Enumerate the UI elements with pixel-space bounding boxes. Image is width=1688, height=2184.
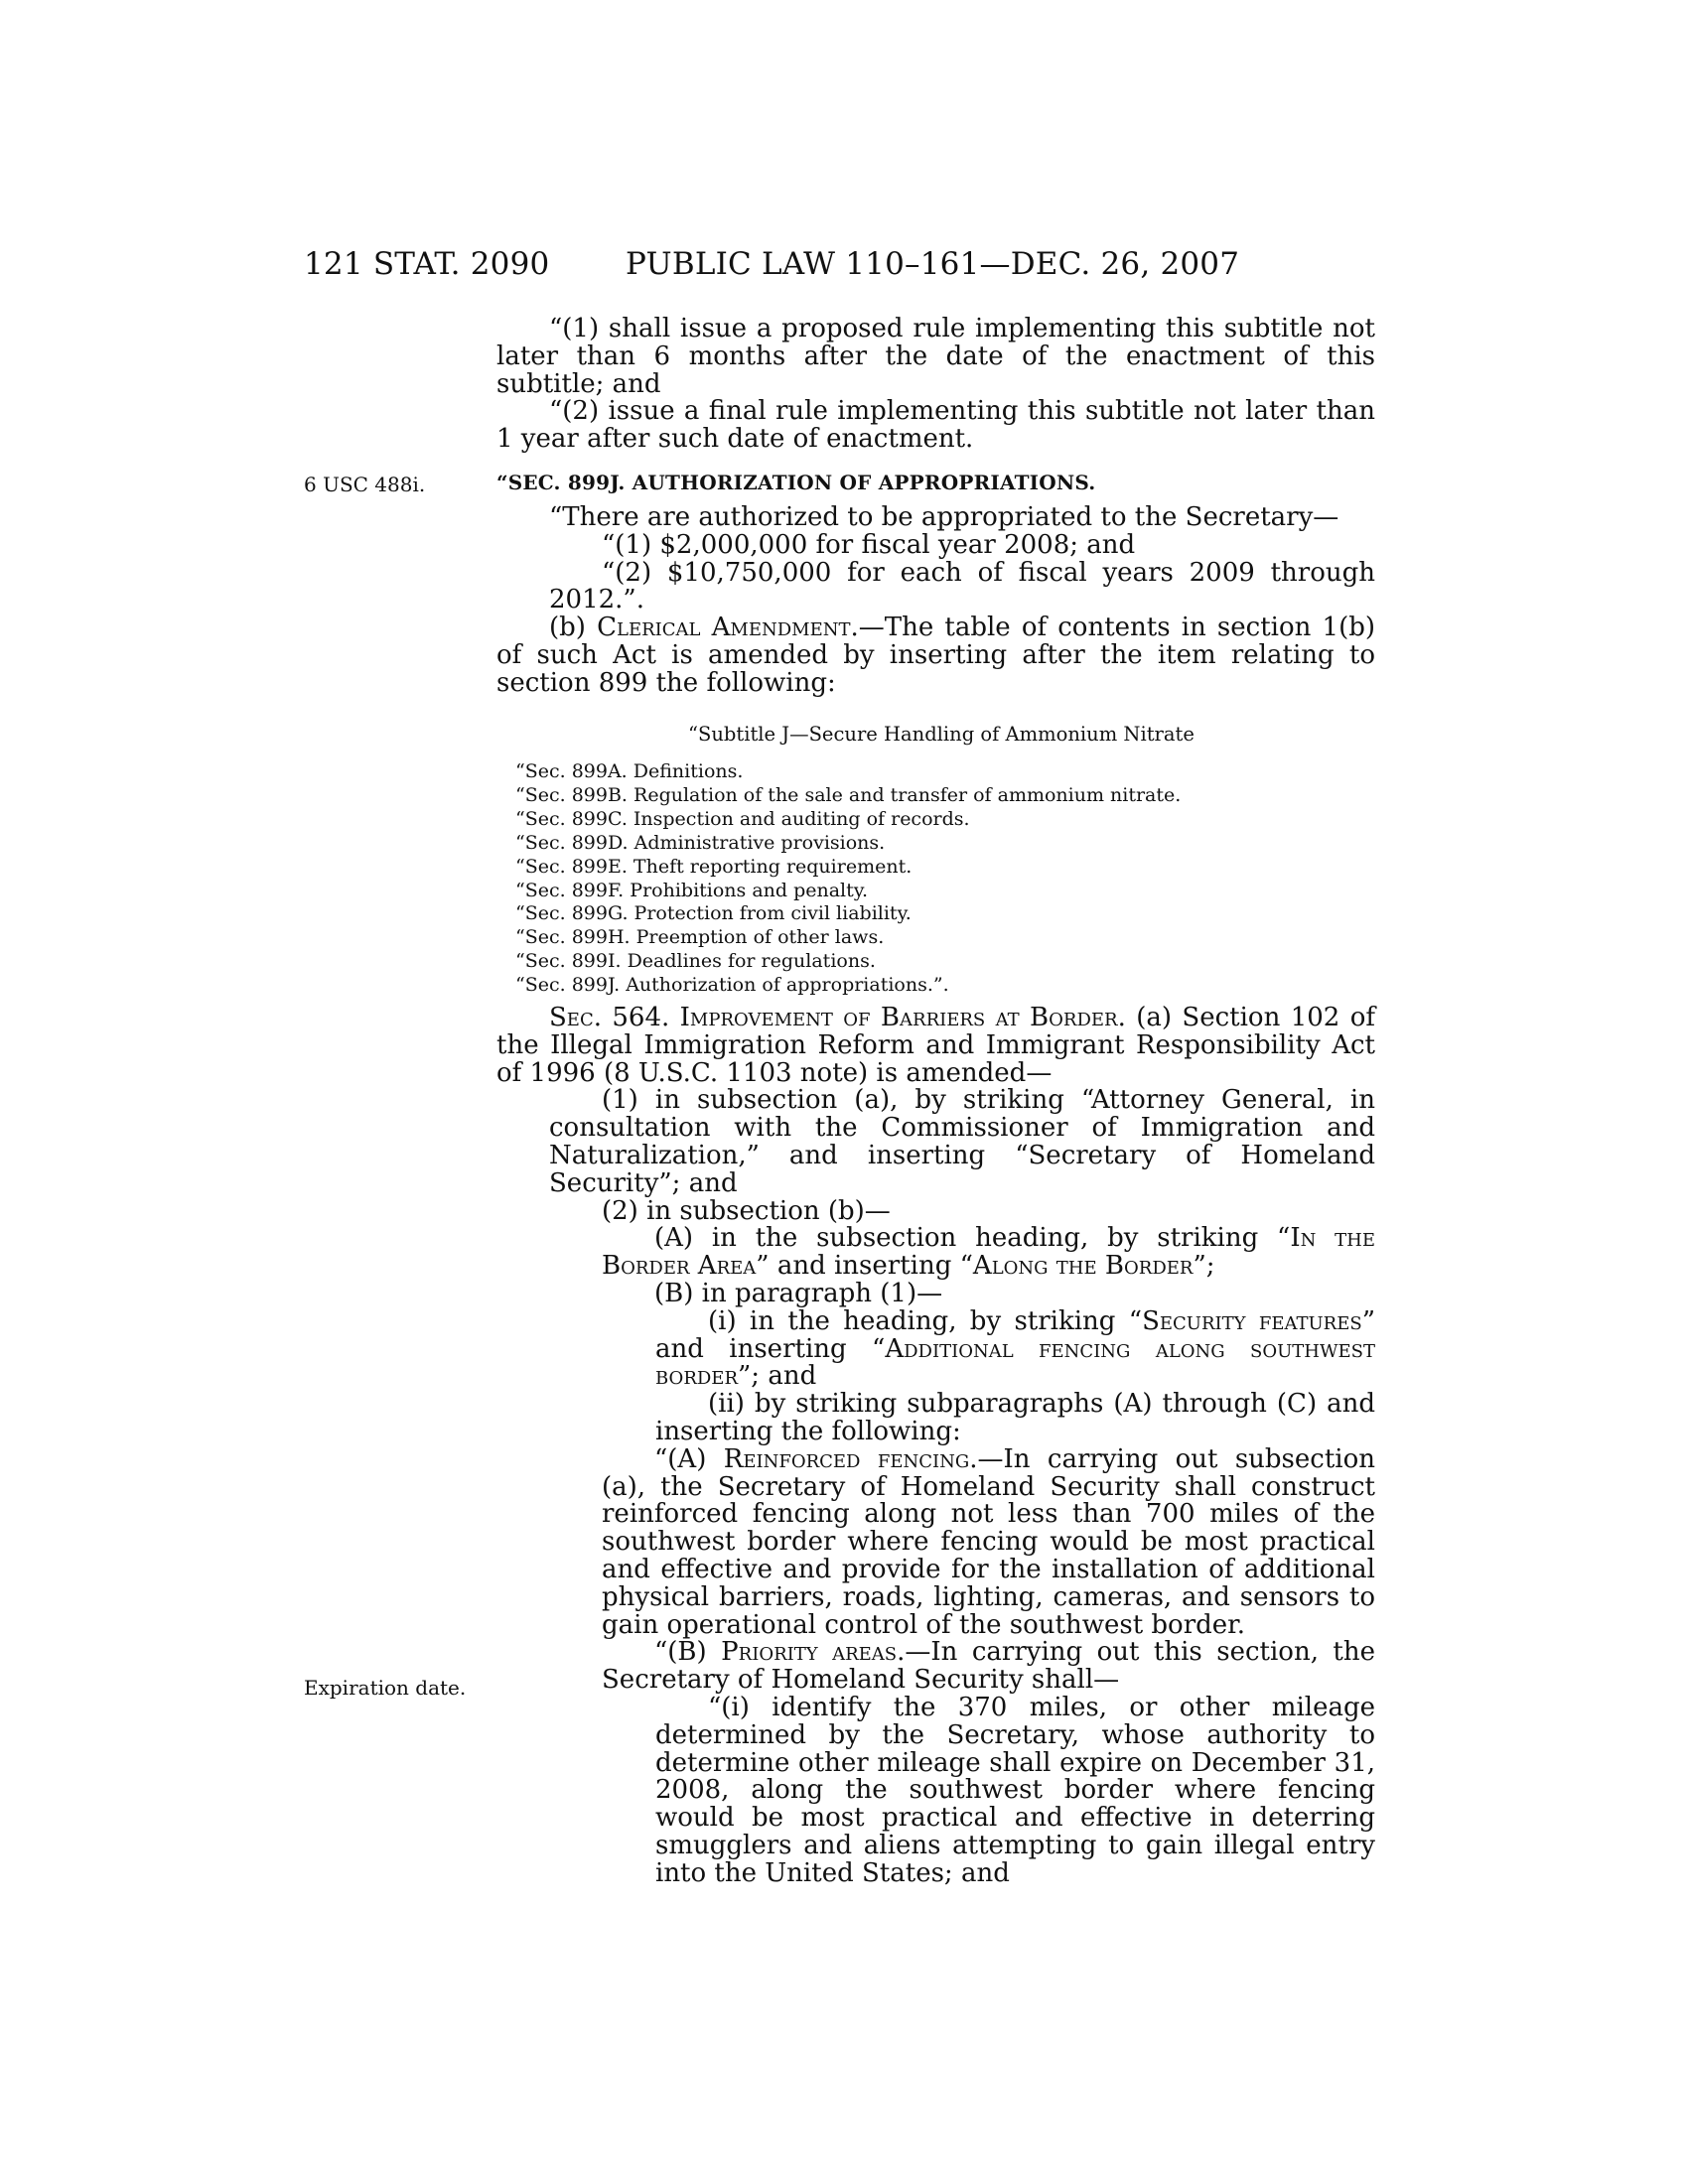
block-rule-deadlines — [496, 316, 1375, 454]
expiration-date-note: Expiration date. — [304, 1676, 467, 1700]
toc-row: “Sec. 899I. Deadlines for regulations. — [515, 950, 876, 973]
toc-row: “Sec. 899H. Preemption of other laws. — [515, 926, 885, 949]
amend-item-1: (1) in subsection (a), by striking “Attorney General, in consultation with the Commissioner of Immigration and Naturalization,” and inserting “Secretary of Homeland Security”; and — [549, 1085, 1375, 1198]
toc-row: “Sec. 899G. Protection from civil liability. — [515, 902, 912, 925]
item-proposed-rule: “(1) shall issue a proposed rule implementing this subtitle not later than 6 months after the date of the enactment of this subtitle; and — [496, 314, 1375, 399]
subtitle-j-heading: “Subtitle J—Secure Handling of Ammonium Nitrate — [688, 723, 1195, 746]
quoted-subpara-B: “(B) Priority areas.—In carrying out this section, the Secretary of Homeland Security shall— — [602, 1637, 1375, 1696]
amend-item-2: (2) in subsection (b)— — [602, 1195, 891, 1226]
toc-row: “Sec. 899B. Regulation of the sale and transfer of ammonium nitrate. — [515, 783, 1182, 806]
toc-row: “Sec. 899D. Administrative provisions. — [515, 831, 886, 854]
authorization-item-2: “(2) $10,750,000 for each of fiscal years 2009 through 2012.”. — [549, 557, 1375, 615]
table-of-contents — [515, 760, 1181, 998]
toc-row: “Sec. 899C. Inspection and auditing of records. — [515, 807, 970, 830]
toc-row: “Sec. 899F. Prohibitions and penalty. — [515, 879, 869, 901]
amend-item-2Bii: (ii) by striking subparagraphs (A) through (C) and inserting the following: — [655, 1389, 1375, 1446]
sec-899j-body — [496, 504, 1375, 698]
sec-564-intro: Sec. 564. Improvement of Barriers at Border. (a) Section 102 of the Illegal Immigration Reform and Immigrant Responsibility Act of 1996 (8 U.S.C. 1103 note) is amended— — [496, 1003, 1375, 1088]
toc-row: “Sec. 899E. Theft reporting requirement. — [515, 855, 913, 878]
toc-row: “Sec. 899J. Authorization of appropriations.”. — [515, 974, 949, 997]
quoted-subpara-A: “(A) Reinforced fencing.—In carrying out subsection (a), the Secretary of Homeland Security shall construct reinforced fencing along not less than 700 miles of the southwest border where fencing would be most practical and effective and provide for the installation of additional physical barriers, roads, lighting, cameras, and sensors to gain operational control of the southwest border. — [602, 1443, 1376, 1640]
usc-citation-note: 6 USC 488i. — [304, 473, 426, 496]
amend-item-2A: (A) in the subsection heading, by striking “In the Border Area” and inserting “Along the Border”; — [602, 1223, 1375, 1282]
sec-564-body — [496, 1005, 1375, 1888]
authorization-intro: “There are authorized to be appropriated to the Secretary— — [549, 502, 1339, 532]
toc-row: “Sec. 899A. Definitions. — [515, 760, 744, 782]
sec-899j-heading — [496, 471, 1375, 494]
public-law-header: PUBLIC LAW 110–161—DEC. 26, 2007 — [626, 246, 1240, 282]
amend-item-2Bi: (i) in the heading, by striking “Security features” and inserting “Additional fencing along southwest border”; and — [655, 1305, 1375, 1392]
quoted-clause-Bi: “(i) identify the 370 miles, or other mileage determined by the Secretary, whose authority to determine other mileage shall expire on December 31, 2008, along the southwest border where fencing would be most practical and effective in deterring smugglers and aliens attempting to gain illegal entry into the United States; and — [655, 1692, 1375, 1888]
item-final-rule: “(2) issue a final rule implementing this subtitle not later than 1 year after such date of enactment. — [496, 396, 1375, 455]
clerical-amendment: (b) Clerical Amendment.—The table of contents in section 1(b) of such Act is amended by inserting after the item relating to section 899 the following: — [496, 613, 1376, 698]
authorization-item-1: “(1) $2,000,000 for fiscal year 2008; and — [602, 529, 1136, 560]
amend-item-2B: (B) in paragraph (1)— — [654, 1278, 943, 1308]
section-heading: “SEC. 899J. AUTHORIZATION OF APPROPRIATIONS. — [496, 471, 1096, 494]
page-number-header: 121 STAT. 2090 — [304, 246, 550, 282]
